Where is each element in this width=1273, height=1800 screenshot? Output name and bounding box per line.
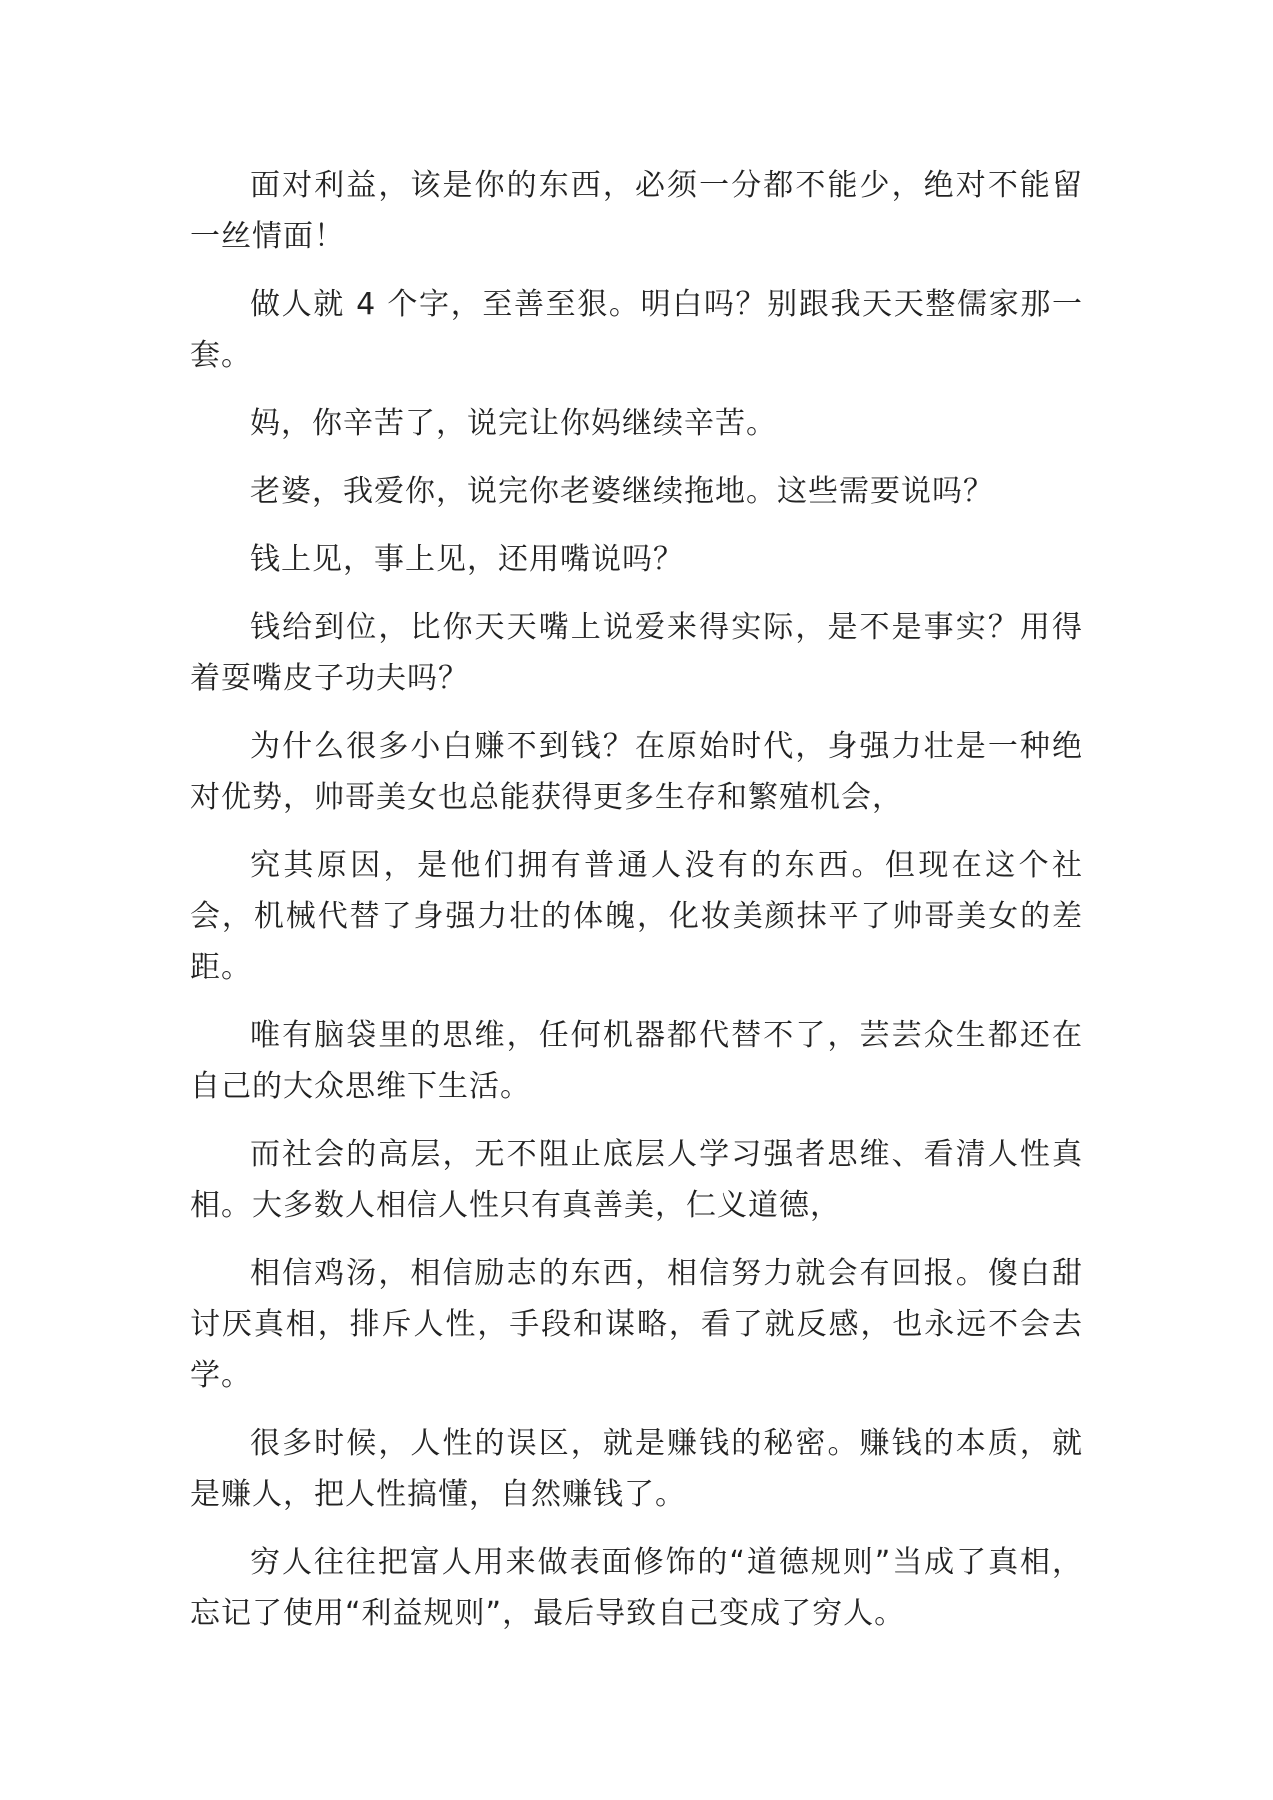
paragraph-11: 相信鸡汤，相信励志的东西，相信努力就会有回报。傻白甜讨厌真相，排斥人性，手段和谋略，看了就反感，也永远不会去学。 — [190, 1256, 1083, 1393]
paragraph-3: 妈，你辛苦了，说完让你妈继续辛苦。 — [250, 406, 777, 441]
paragraph-6: 钱给到位，比你天天嘴上说爱来得实际，是不是事实？用得着耍嘴皮子功夫吗？ — [190, 610, 1083, 696]
paragraph-1: 面对利益，该是你的东西，必须一分都不能少，绝对不能留一丝情面！ — [190, 168, 1083, 254]
paragraph-12: 很多时候，人性的误区，就是赚钱的秘密。赚钱的本质，就是赚人，把人性搞懂，自然赚钱了。 — [190, 1426, 1083, 1512]
paragraph-4: 老婆，我爱你，说完你老婆继续拖地。这些需要说吗？ — [250, 474, 994, 509]
paragraph-13: 穷人往往把富人用来做表面修饰的“道德规则”当成了真相，忘记了使用“利益规则”，最后导致自己变成了穷人。 — [190, 1545, 1083, 1631]
paragraph-2: 做人就 4 个字，至善至狠。明白吗？别跟我天天整儒家那一套。 — [190, 287, 1083, 373]
paragraph-5: 钱上见，事上见，还用嘴说吗？ — [250, 542, 684, 577]
paragraph-7: 为什么很多小白赚不到钱？在原始时代，身强力壮是一种绝对优势，帅哥美女也总能获得更多生存和繁殖机会， — [190, 729, 1083, 815]
paragraph-10: 而社会的高层，无不阻止底层人学习强者思维、看清人性真相。大多数人相信人性只有真善美，仁义道德， — [190, 1137, 1083, 1223]
paragraph-9: 唯有脑袋里的思维，任何机器都代替不了，芸芸众生都还在自己的大众思维下生活。 — [190, 1018, 1083, 1104]
paragraph-8: 究其原因，是他们拥有普通人没有的东西。但现在这个社会，机械代替了身强力壮的体魄，化妆美颜抹平了帅哥美女的差距。 — [190, 848, 1083, 985]
